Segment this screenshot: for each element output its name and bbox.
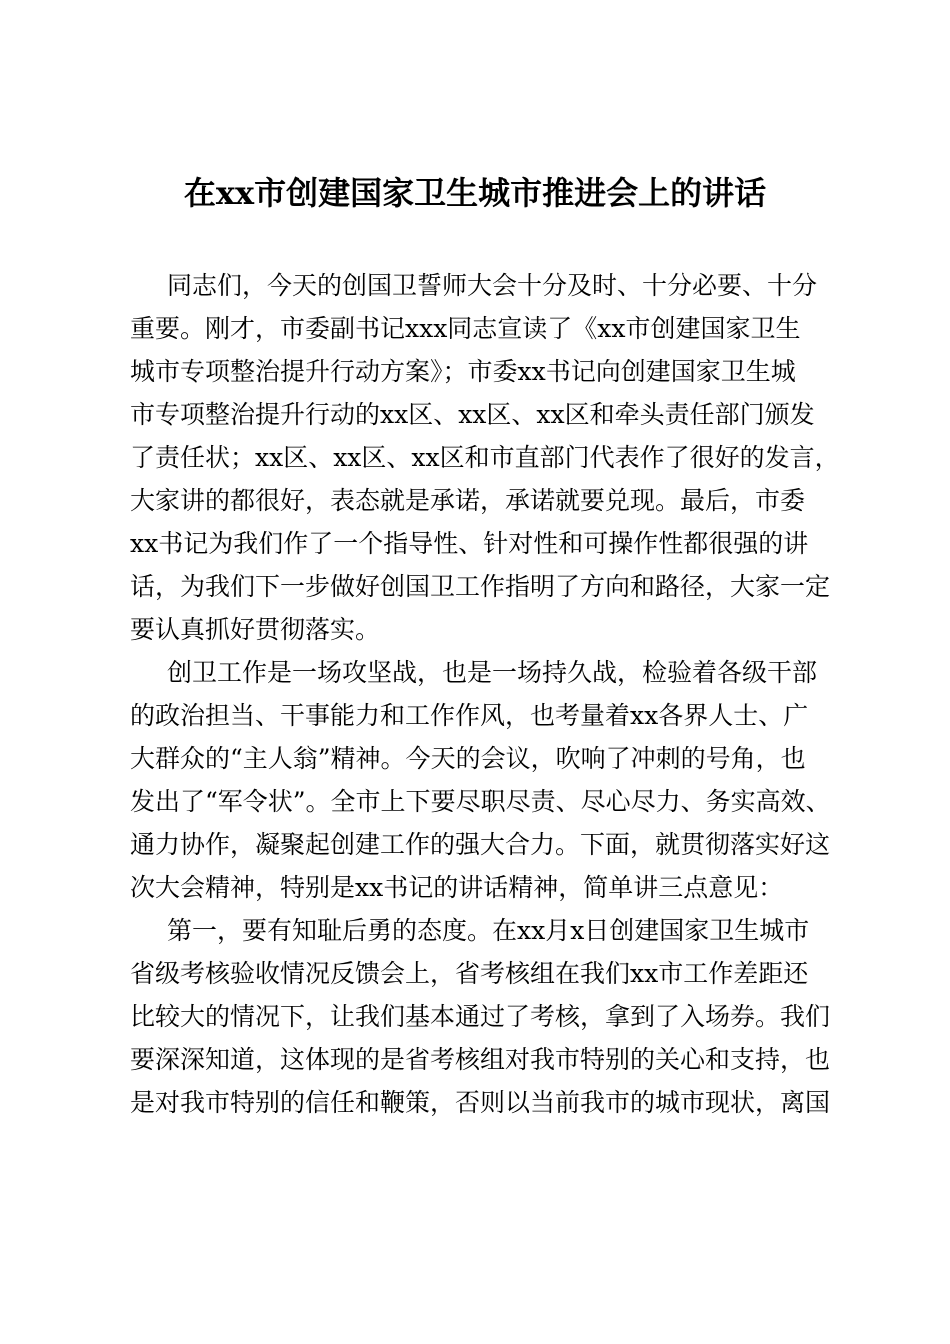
text-line: 大群众的“主人翁”精神。今天的会议，吹响了冲刺的号角，也 [130, 744, 806, 773]
paragraph [130, 264, 850, 651]
paragraph [130, 651, 850, 909]
text-line: 城市专项整治提升行动方案》；市委xx书记向创建国家卫生城 [130, 357, 796, 386]
text-line: 市专项整治提升行动的xx区、xx区、xx区和牵头责任部门颁发 [130, 400, 815, 429]
document-body [130, 264, 850, 1124]
document-title: 在xx市创建国家卫生城市推进会上的讲话 [183, 174, 767, 212]
text-line: 省级考核验收情况反馈会上，省考核组在我们xx市工作差距还 [130, 959, 809, 988]
text-line: 比较大的情况下，让我们基本通过了考核，拿到了入场券。我们 [130, 1002, 831, 1031]
text-line: 的政治担当、干事能力和工作作风，也考量着xx各界人士、广 [130, 701, 809, 730]
text-line: 发出了“军令状”。全市上下要尽职尽责、尽心尽力、务实高效、 [130, 787, 831, 816]
text-line: 了责任状；xx区、xx区、xx区和市直部门代表作了很好的发言， [130, 443, 840, 472]
paragraph [130, 909, 850, 1124]
text-line: 是对我市特别的信任和鞭策，否则以当前我市的城市现状，离国 [130, 1088, 831, 1117]
text-line: 第一，要有知耻后勇的态度。在xx月x日创建国家卫生城市 [167, 916, 810, 945]
text-line: 创卫工作是一场攻坚战，也是一场持久战，检验着各级干部 [167, 658, 818, 687]
text-line: 同志们，今天的创国卫誓师大会十分及时、十分必要、十分 [167, 271, 818, 300]
text-line: 要认真抓好贯彻落实。 [130, 615, 381, 644]
text-line: 大家讲的都很好，表态就是承诺，承诺就要兑现。最后，市委 [130, 486, 806, 515]
text-line: xx书记为我们作了一个指导性、针对性和可操作性都很强的讲 [130, 529, 809, 558]
text-line: 通力协作，凝聚起创建工作的强大合力。下面，就贯彻落实好这 [130, 830, 831, 859]
text-line: 话，为我们下一步做好创国卫工作指明了方向和路径，大家一定 [130, 572, 831, 601]
text-line: 要深深知道，这体现的是省考核组对我市特别的关心和支持，也 [130, 1045, 831, 1074]
text-line: 重要。刚才，市委副书记xxx同志宣读了《xx市创建国家卫生 [130, 314, 801, 343]
text-line: 次大会精神，特别是xx书记的讲话精神，简单讲三点意见： [130, 873, 784, 902]
